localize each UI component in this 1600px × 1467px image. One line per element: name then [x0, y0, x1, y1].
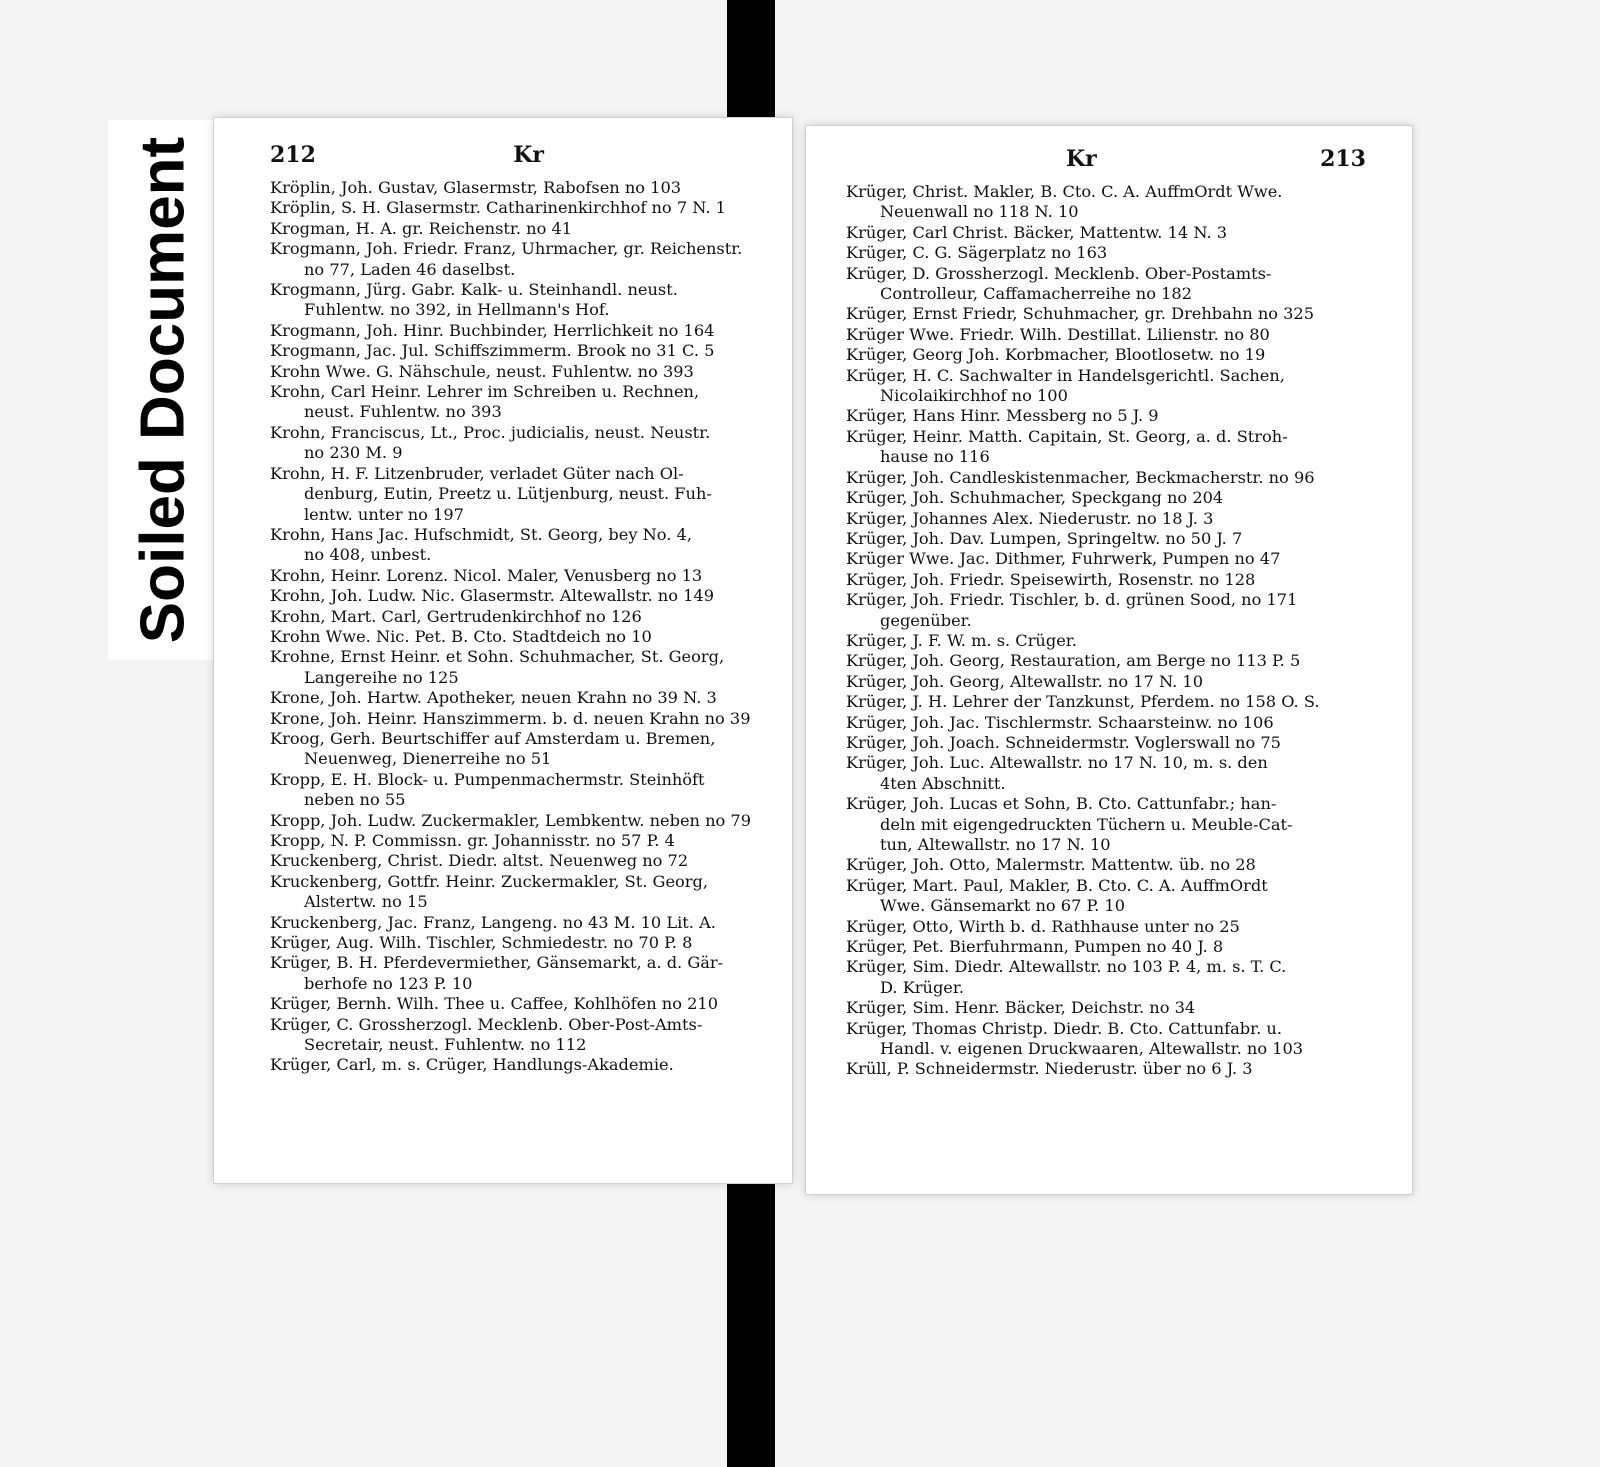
entry-line: Krüger, H. C. Sachwalter in Handelsgerichtl. Sachen, — [846, 365, 1285, 385]
entry-line: Krohn, Carl Heinr. Lehrer im Schreiben u. Rechnen, — [270, 382, 700, 402]
directory-entry — [270, 953, 764, 994]
entry-line: Krüger, Aug. Wilh. Tischler, Schmiedestr. no 70 P. 8 — [270, 933, 693, 953]
directory-entry — [846, 1059, 1366, 1079]
directory-entry — [270, 607, 764, 627]
directory-entry — [846, 672, 1366, 692]
entry-line: Krüger, Joh. Jac. Tischlermstr. Schaarsteinw. no 106 — [846, 712, 1274, 732]
directory-entry — [846, 855, 1366, 875]
entry-line: Krohn, Mart. Carl, Gertrudenkirchhof no 126 — [270, 606, 642, 626]
directory-entry — [270, 321, 764, 341]
entry-line: Krüger, J. H. Lehrer der Tanzkunst, Pferdem. no 158 O. S. — [846, 692, 1320, 712]
directory-entry — [846, 243, 1366, 263]
right-page-header — [846, 146, 1366, 178]
directory-entry — [270, 688, 764, 708]
directory-entry — [846, 713, 1366, 733]
directory-entry — [270, 423, 764, 464]
directory-entry — [846, 264, 1366, 305]
entry-line: Krüger, Johannes Alex. Niederustr. no 18 J. 3 — [846, 508, 1214, 528]
right-running-head: Kr — [1066, 146, 1097, 172]
entry-line: Krüger, Mart. Paul, Makler, B. Cto. C. A. AuffmOrdt — [846, 875, 1268, 895]
directory-entry — [846, 692, 1366, 712]
entry-line: Krüger, Ernst Friedr, Schuhmacher, gr. Drehbahn no 325 — [846, 304, 1315, 324]
entry-continuation-line: deln mit eigengedruckten Tüchern u. Meuble-Cat- — [880, 814, 1293, 834]
directory-entry — [270, 341, 764, 361]
entry-line: Krogmann, Joh. Hinr. Buchbinder, Herrlichkeit no 164 — [270, 320, 715, 340]
entry-line: Krüger, B. H. Pferdevermiether, Gänsemarkt, a. d. Gär- — [270, 953, 724, 973]
entry-line: Krüger, Joh. Georg, Restauration, am Berge no 113 P. 5 — [846, 651, 1301, 671]
entry-continuation-line: denburg, Eutin, Preetz u. Lütjenburg, neust. Fuh- — [304, 484, 712, 504]
entry-line: Krogmann, Joh. Friedr. Franz, Uhrmacher, gr. Reichenstr. — [270, 239, 743, 259]
entry-continuation-line: Wwe. Gänsemarkt no 67 P. 10 — [880, 896, 1126, 916]
entry-continuation-line: Handl. v. eigenen Druckwaaren, Altewallstr. no 103 — [880, 1039, 1304, 1059]
left-entry-list — [270, 178, 764, 1076]
directory-entry — [846, 549, 1366, 569]
directory-entry — [846, 223, 1366, 243]
entry-line: Kröplin, S. H. Glasermstr. Catharinenkirchhof no 7 N. 1 — [270, 198, 726, 218]
entry-line: Krüger, C. G. Sägerplatz no 163 — [846, 243, 1108, 263]
entry-line: Krüger, Christ. Makler, B. Cto. C. A. AuffmOrdt Wwe. — [846, 182, 1283, 201]
directory-entry — [846, 957, 1366, 998]
entry-continuation-line: hause no 116 — [880, 447, 990, 467]
entry-continuation-line: no 230 M. 9 — [304, 443, 403, 463]
directory-entry — [270, 382, 764, 423]
entry-line: Krohne, Ernst Heinr. et Sohn. Schuhmacher, St. Georg, — [270, 647, 725, 667]
entry-continuation-line: Fuhlentw. no 392, in Hellmann's Hof. — [304, 300, 610, 320]
directory-entry — [270, 851, 764, 871]
left-page-number: 212 — [270, 142, 316, 168]
directory-entry — [846, 529, 1366, 549]
entry-line: Krüger, Joh. Georg, Altewallstr. no 17 N. 10 — [846, 671, 1203, 691]
entry-line: Krüll, P. Schneidermstr. Niederustr. über no 6 J. 3 — [846, 1059, 1253, 1079]
entry-line: Krohn, Heinr. Lorenz. Nicol. Maler, Venusberg no 13 — [270, 565, 703, 585]
directory-entry — [270, 913, 764, 933]
directory-entry — [846, 345, 1366, 365]
entry-line: Krone, Joh. Heinr. Hanszimmerm. b. d. neuen Krahn no 39 — [270, 708, 751, 728]
entry-line: Kropp, Joh. Ludw. Zuckermakler, Lembkentw. neben no 79 — [270, 810, 752, 830]
directory-entry — [270, 1015, 764, 1056]
entry-line: Kruckenberg, Jac. Franz, Langeng. no 43 M. 10 Lit. A. — [270, 912, 716, 932]
entry-line: Krüger, Carl, m. s. Crüger, Handlungs-Akademie. — [270, 1055, 674, 1075]
entry-line: Krüger, Sim. Diedr. Altewallstr. no 103 P. 4, m. s. T. C. — [846, 957, 1287, 977]
entry-line: Krohn, Franciscus, Lt., Proc. judicialis, neust. Neustr. — [270, 422, 711, 442]
entry-line: Krüger, Joh. Friedr. Tischler, b. d. grünen Sood, no 171 — [846, 590, 1298, 610]
left-page-header — [270, 142, 764, 174]
directory-entry — [270, 811, 764, 831]
entry-line: Kropp, N. P. Commissn. gr. Johannisstr. no 57 P. 4 — [270, 831, 675, 850]
entry-continuation-line: Controlleur, Caffamacherreihe no 182 — [880, 284, 1193, 304]
directory-entry — [846, 488, 1366, 508]
directory-entry — [846, 1019, 1366, 1060]
entry-line: Krüger Wwe. Friedr. Wilh. Destillat. Lilienstr. no 80 — [846, 324, 1270, 344]
directory-entry — [270, 566, 764, 586]
entry-line: Krüger, Hans Hinr. Messberg no 5 J. 9 — [846, 406, 1159, 426]
entry-continuation-line: lentw. unter no 197 — [304, 504, 464, 524]
entry-line: Krüger, Georg Joh. Korbmacher, Blootlosetw. no 19 — [846, 345, 1266, 365]
entry-line: Krüger, Joh. Candleskistenmacher, Beckmacherstr. no 96 — [846, 467, 1315, 487]
directory-entry — [846, 182, 1366, 223]
entry-line: Krüger, Joh. Friedr. Speisewirth, Rosenstr. no 128 — [846, 569, 1256, 589]
directory-entry — [846, 427, 1366, 468]
directory-entry — [846, 590, 1366, 631]
directory-entry — [270, 770, 764, 811]
entry-line: Krüger, D. Grossherzogl. Mecklenb. Ober-Postamts- — [846, 263, 1272, 283]
directory-entry — [270, 1055, 764, 1075]
entry-line: Krüger, Bernh. Wilh. Thee u. Caffee, Kohlhöfen no 210 — [270, 994, 718, 1014]
entry-line: Krohn, Hans Jac. Hufschmidt, St. Georg, bey No. 4, — [270, 524, 693, 544]
entry-continuation-line: neust. Fuhlentw. no 393 — [304, 402, 502, 422]
directory-entry — [846, 509, 1366, 529]
entry-line: Kropp, E. H. Block- u. Pumpenmachermstr. Steinhöft — [270, 769, 705, 789]
directory-entry — [270, 831, 764, 851]
entry-continuation-line: Neuenweg, Dienerreihe no 51 — [304, 749, 552, 769]
directory-entry — [846, 651, 1366, 671]
left-page — [214, 118, 792, 1183]
entry-line: Krogmann, Jürg. Gabr. Kalk- u. Steinhandl. neust. — [270, 280, 678, 300]
directory-entry — [270, 464, 764, 525]
entry-line: Krüger, Heinr. Matth. Capitain, St. Georg, a. d. Stroh- — [846, 426, 1288, 446]
entry-line: Krüger, Joh. Dav. Lumpen, Springeltw. no 50 J. 7 — [846, 528, 1243, 548]
directory-entry — [846, 304, 1366, 324]
directory-entry — [270, 362, 764, 382]
directory-entry — [270, 933, 764, 953]
entry-continuation-line: neben no 55 — [304, 790, 406, 810]
entry-continuation-line: Nicolaikirchhof no 100 — [880, 386, 1068, 406]
entry-line: Krohn, Joh. Ludw. Nic. Glasermstr. Altewallstr. no 149 — [270, 586, 715, 606]
directory-entry — [270, 525, 764, 566]
directory-entry — [846, 631, 1366, 651]
directory-entry — [270, 239, 764, 280]
entry-line: Krüger, Sim. Henr. Bäcker, Deichstr. no 34 — [846, 998, 1196, 1018]
directory-entry — [270, 872, 764, 913]
entry-line: Krüger, Joh. Joach. Schneidermstr. Voglerswall no 75 — [846, 732, 1281, 752]
directory-entry — [270, 198, 764, 218]
entry-continuation-line: tun, Altewallstr. no 17 N. 10 — [880, 835, 1111, 854]
directory-entry — [846, 876, 1366, 917]
directory-entry — [846, 937, 1366, 957]
entry-continuation-line: gegenüber. — [880, 610, 972, 630]
directory-entry — [270, 586, 764, 606]
entry-line: Krüger, Joh. Otto, Malermstr. Mattentw. üb. no 28 — [846, 855, 1256, 875]
entry-continuation-line: no 408, unbest. — [304, 545, 432, 565]
left-running-head: Kr — [513, 142, 544, 168]
entry-continuation-line: D. Krüger. — [880, 977, 964, 997]
entry-line: Krüger, Thomas Christp. Diedr. B. Cto. Cattunfabr. u. — [846, 1018, 1282, 1038]
directory-entry — [846, 325, 1366, 345]
entry-line: Krogman, H. A. gr. Reichenstr. no 41 — [270, 218, 573, 238]
directory-entry — [270, 627, 764, 647]
directory-entry — [846, 468, 1366, 488]
directory-entry — [846, 570, 1366, 590]
entry-line: Krüger, Joh. Lucas et Sohn, B. Cto. Cattunfabr.; han- — [846, 794, 1277, 814]
entry-line: Kröplin, Joh. Gustav, Glasermstr, Rabofsen no 103 — [270, 178, 682, 197]
entry-line: Kruckenberg, Gottfr. Heinr. Zuckermakler, St. Georg, — [270, 871, 709, 891]
directory-entry — [846, 366, 1366, 407]
directory-entry — [270, 729, 764, 770]
entry-continuation-line: Langereihe no 125 — [304, 667, 459, 687]
directory-entry — [270, 280, 764, 321]
entry-line: Kroog, Gerh. Beurtschiffer auf Amsterdam u. Bremen, — [270, 728, 716, 748]
directory-entry — [846, 998, 1366, 1018]
entry-line: Krohn Wwe. Nic. Pet. B. Cto. Stadtdeich no 10 — [270, 626, 652, 646]
entry-line: Krone, Joh. Hartw. Apotheker, neuen Krahn no 39 N. 3 — [270, 688, 717, 708]
entry-line: Kruckenberg, Christ. Diedr. altst. Neuenweg no 72 — [270, 851, 689, 871]
entry-continuation-line: berhofe no 123 P. 10 — [304, 973, 473, 993]
directory-entry — [846, 794, 1366, 855]
entry-line: Krüger, Pet. Bierfuhrmann, Pumpen no 40 J. 8 — [846, 937, 1224, 957]
entry-line: Krüger, Joh. Luc. Altewallstr. no 17 N. 10, m. s. den — [846, 753, 1268, 773]
right-page-number: 213 — [1320, 146, 1366, 172]
entry-line: Krüger, J. F. W. m. s. Crüger. — [846, 630, 1077, 650]
directory-entry — [270, 994, 764, 1014]
entry-continuation-line: Alstertw. no 15 — [304, 892, 428, 912]
directory-entry — [270, 178, 764, 198]
entry-continuation-line: no 77, Laden 46 daselbst. — [304, 259, 516, 279]
entry-continuation-line: 4ten Abschnitt. — [880, 773, 1006, 793]
right-page — [806, 126, 1412, 1194]
entry-line: Krüger Wwe. Jac. Dithmer, Fuhrwerk, Pumpen no 47 — [846, 549, 1281, 569]
stamp-label: Soiled Document — [128, 136, 198, 644]
entry-line: Krüger, Otto, Wirth b. d. Rathhause unter no 25 — [846, 916, 1240, 936]
entry-line: Krohn Wwe. G. Nähschule, neust. Fuhlentw. no 393 — [270, 361, 694, 381]
entry-line: Krogmann, Jac. Jul. Schiffszimmerm. Brook no 31 C. 5 — [270, 341, 715, 361]
directory-entry — [270, 647, 764, 688]
entry-line: Krüger, Carl Christ. Bäcker, Mattentw. 14 N. 3 — [846, 222, 1228, 242]
directory-entry — [270, 709, 764, 729]
entry-line: Krohn, H. F. Litzenbruder, verladet Güter nach Ol- — [270, 463, 684, 483]
entry-continuation-line: Neuenwall no 118 N. 10 — [880, 202, 1079, 222]
directory-entry — [846, 733, 1366, 753]
entry-continuation-line: Secretair, neust. Fuhlentw. no 112 — [304, 1035, 587, 1055]
right-entry-list — [846, 182, 1366, 1080]
directory-entry — [846, 406, 1366, 426]
directory-entry — [846, 917, 1366, 937]
entry-line: Krüger, Joh. Schuhmacher, Speckgang no 204 — [846, 488, 1224, 508]
directory-entry — [846, 753, 1366, 794]
entry-line: Krüger, C. Grossherzogl. Mecklenb. Ober-Post-Amts- — [270, 1014, 703, 1034]
directory-entry — [270, 219, 764, 239]
